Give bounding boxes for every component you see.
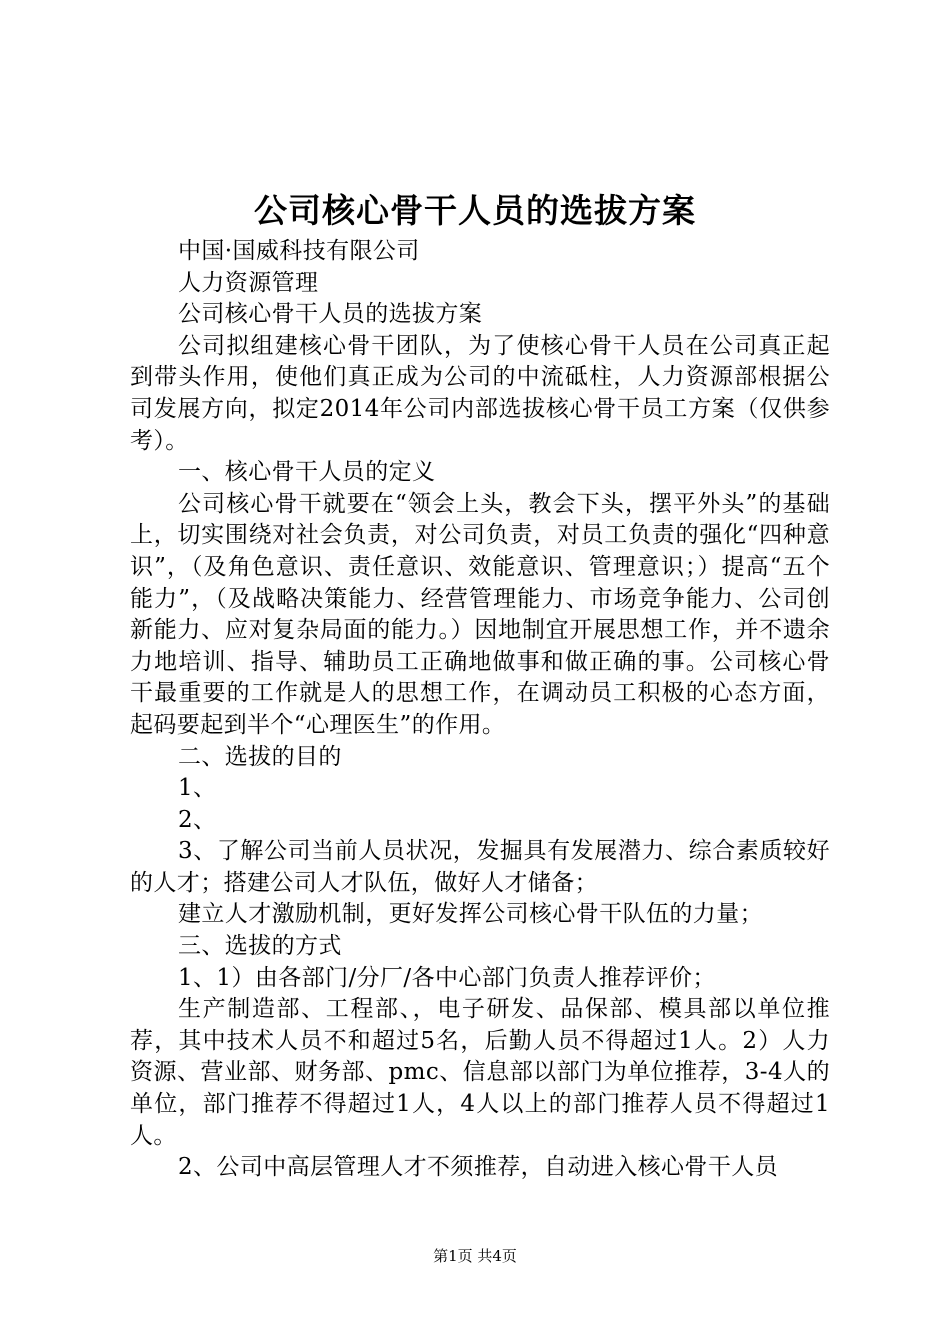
- document-body: [130, 236, 830, 1184]
- section-heading-definition: 一、核心骨干人员的定义: [178, 459, 436, 486]
- section-heading-method: 三、选拔的方式: [178, 933, 342, 960]
- page-footer: 第1页 共4页: [433, 1247, 517, 1265]
- section-heading-purpose: 二、选拔的目的: [178, 743, 342, 770]
- document-title: 公司核心骨干人员的选拔方案: [254, 191, 696, 230]
- intro-paragraph: 公司拟组建核心骨干团队，为了使核心骨干人员在公司真正起到带头作用，使他们真正成为公司的中流砥柱，人力资源部根据公司发展方向，拟定2014年公司内部选拔核心骨干员工方案（仅供参考）。: [130, 332, 830, 454]
- company-name: 中国·国威科技有限公司: [178, 238, 420, 264]
- purpose-item-4: 建立人才激励机制，更好发挥公司核心骨干队伍的力量；: [178, 901, 763, 928]
- method-detail-paragraph: 生产制造部、工程部、，电子研发、品保部、模具部以单位推荐，其中技术人员不和超过5名，后勤人员不得超过1人。2）人力资源、营业部、财务部、pmc、信息部以部门为单位推荐，3-4人的单位，部门推荐不得超过1人，4人以上的部门推荐人员不得超过1人。: [130, 996, 830, 1149]
- definition-paragraph: 公司核心骨干就要在“领会上头，教会下头，摆平外头”的基础上，切实围绕对社会负责，对公司负责，对员工负责的强化“四种意识”，（及角色意识、责任意识、效能意识、管理意识；）提高“五个能力”，（及战略决策能力、经营管理能力、市场竞争能力、公司创新能力、应对复杂局面的能力。）因地制宜开展思想工作，并不遗余力地培训、指导、辅助员工正确地做事和做正确的事。公司核心骨干最重要的工作就是人的思想工作，在调动员工积极的心态方面，起码要起到半个“心理医生”的作用。: [130, 490, 830, 738]
- department-name: 人力资源管理: [178, 269, 319, 296]
- method-item-1: 1、1）由各部门/分厂/各中心部门负责人推荐评价；: [178, 964, 716, 991]
- purpose-item-2: 2、: [178, 806, 217, 833]
- purpose-item-3: 3、了解公司当前人员状况，发掘具有发展潜力、综合素质较好的人才；搭建公司人才队伍，做好人才储备；: [130, 838, 830, 896]
- method-item-2: 2、公司中高层管理人才不须推荐，自动进入核心骨干人员: [178, 1154, 779, 1181]
- purpose-item-1: 1、: [178, 775, 217, 802]
- subtitle: 公司核心骨干人员的选拔方案: [178, 301, 483, 328]
